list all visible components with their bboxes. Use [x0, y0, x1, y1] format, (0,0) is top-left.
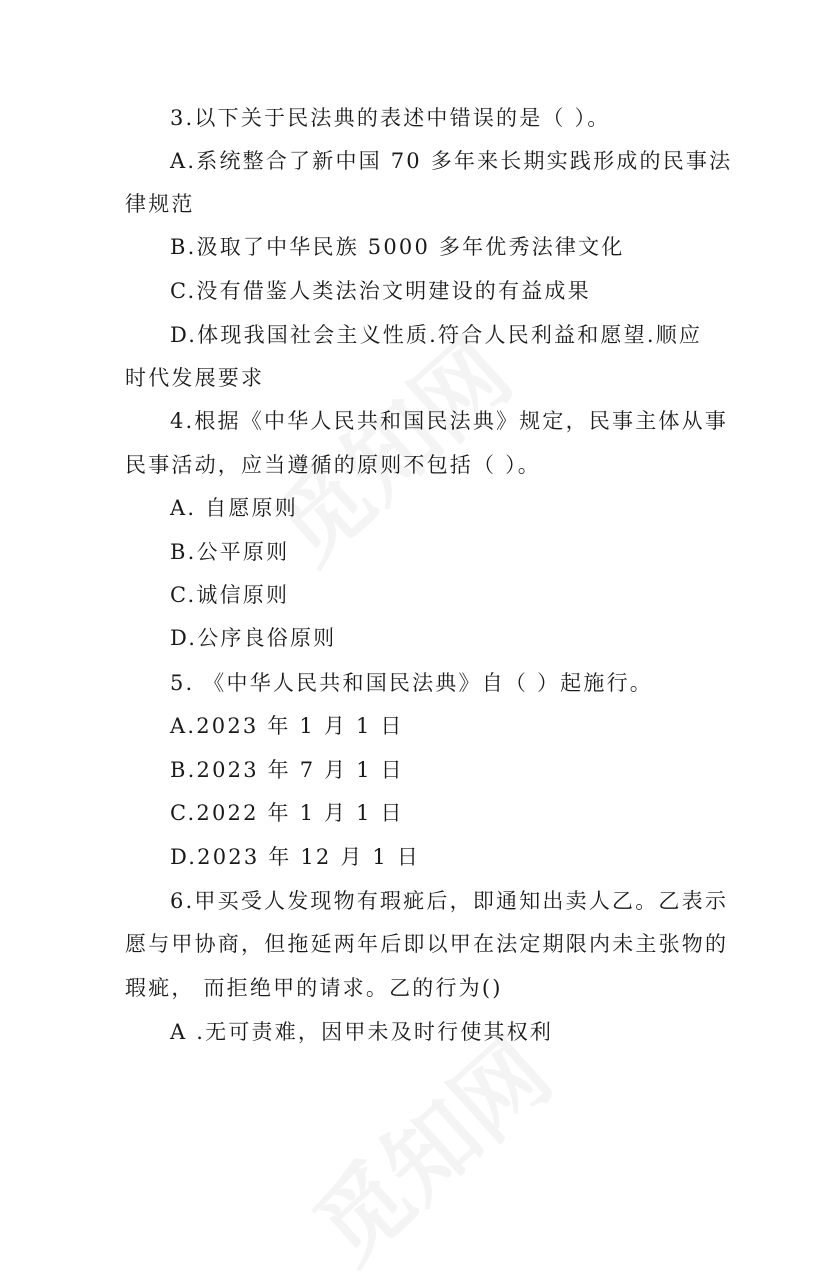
- question-stem-continued: 愿与甲协商，但拖延两年后即以甲在法定期限内未主张物的: [125, 932, 729, 956]
- option-d: D.公序良俗原则: [170, 626, 337, 650]
- option-a: A.2023 年 1 月 1 日: [170, 714, 404, 738]
- option-b: B.公平原则: [170, 540, 290, 564]
- option-c: C.没有借鉴人类法治文明建设的有益成果: [170, 279, 591, 303]
- option-b: B.2023 年 7 月 1 日: [170, 758, 404, 782]
- option-a: A .无可责难，因甲未及时行使其权利: [170, 1020, 554, 1044]
- option-a: A. 自愿原则: [170, 496, 298, 520]
- question-stem: 3.以下关于民法典的表述中错误的是（ ）。: [170, 106, 611, 130]
- option-a: A.系统整合了新中国 70 多年来长期实践形成的民事法: [170, 149, 733, 173]
- question-stem: 5. 《中华人民共和国民法典》自（ ）起施行。: [170, 671, 653, 695]
- question-stem: 4.根据《中华人民共和国民法典》规定，民事主体从事: [170, 409, 729, 433]
- option-c: C.诚信原则: [170, 583, 290, 607]
- option-c: C.2022 年 1 月 1 日: [170, 801, 404, 825]
- option-d: D.2023 年 12 月 1 日: [170, 845, 421, 869]
- option-a-continued: 律规范: [125, 192, 195, 216]
- option-b: B.汲取了中华民族 5000 多年优秀法律文化: [170, 235, 625, 259]
- option-d-continued: 时代发展要求: [125, 366, 265, 390]
- question-stem-continued: 民事活动，应当遵循的原则不包括（ ）。: [125, 453, 541, 477]
- option-d: D.体现我国社会主义性质.符合人民利益和愿望.顺应: [170, 323, 703, 347]
- question-stem: 6.甲买受人发现物有瑕疵后，即通知出卖人乙。乙表示: [170, 889, 729, 913]
- question-stem-continued: 瑕疵， 而拒绝甲的请求。乙的行为(): [125, 976, 503, 1000]
